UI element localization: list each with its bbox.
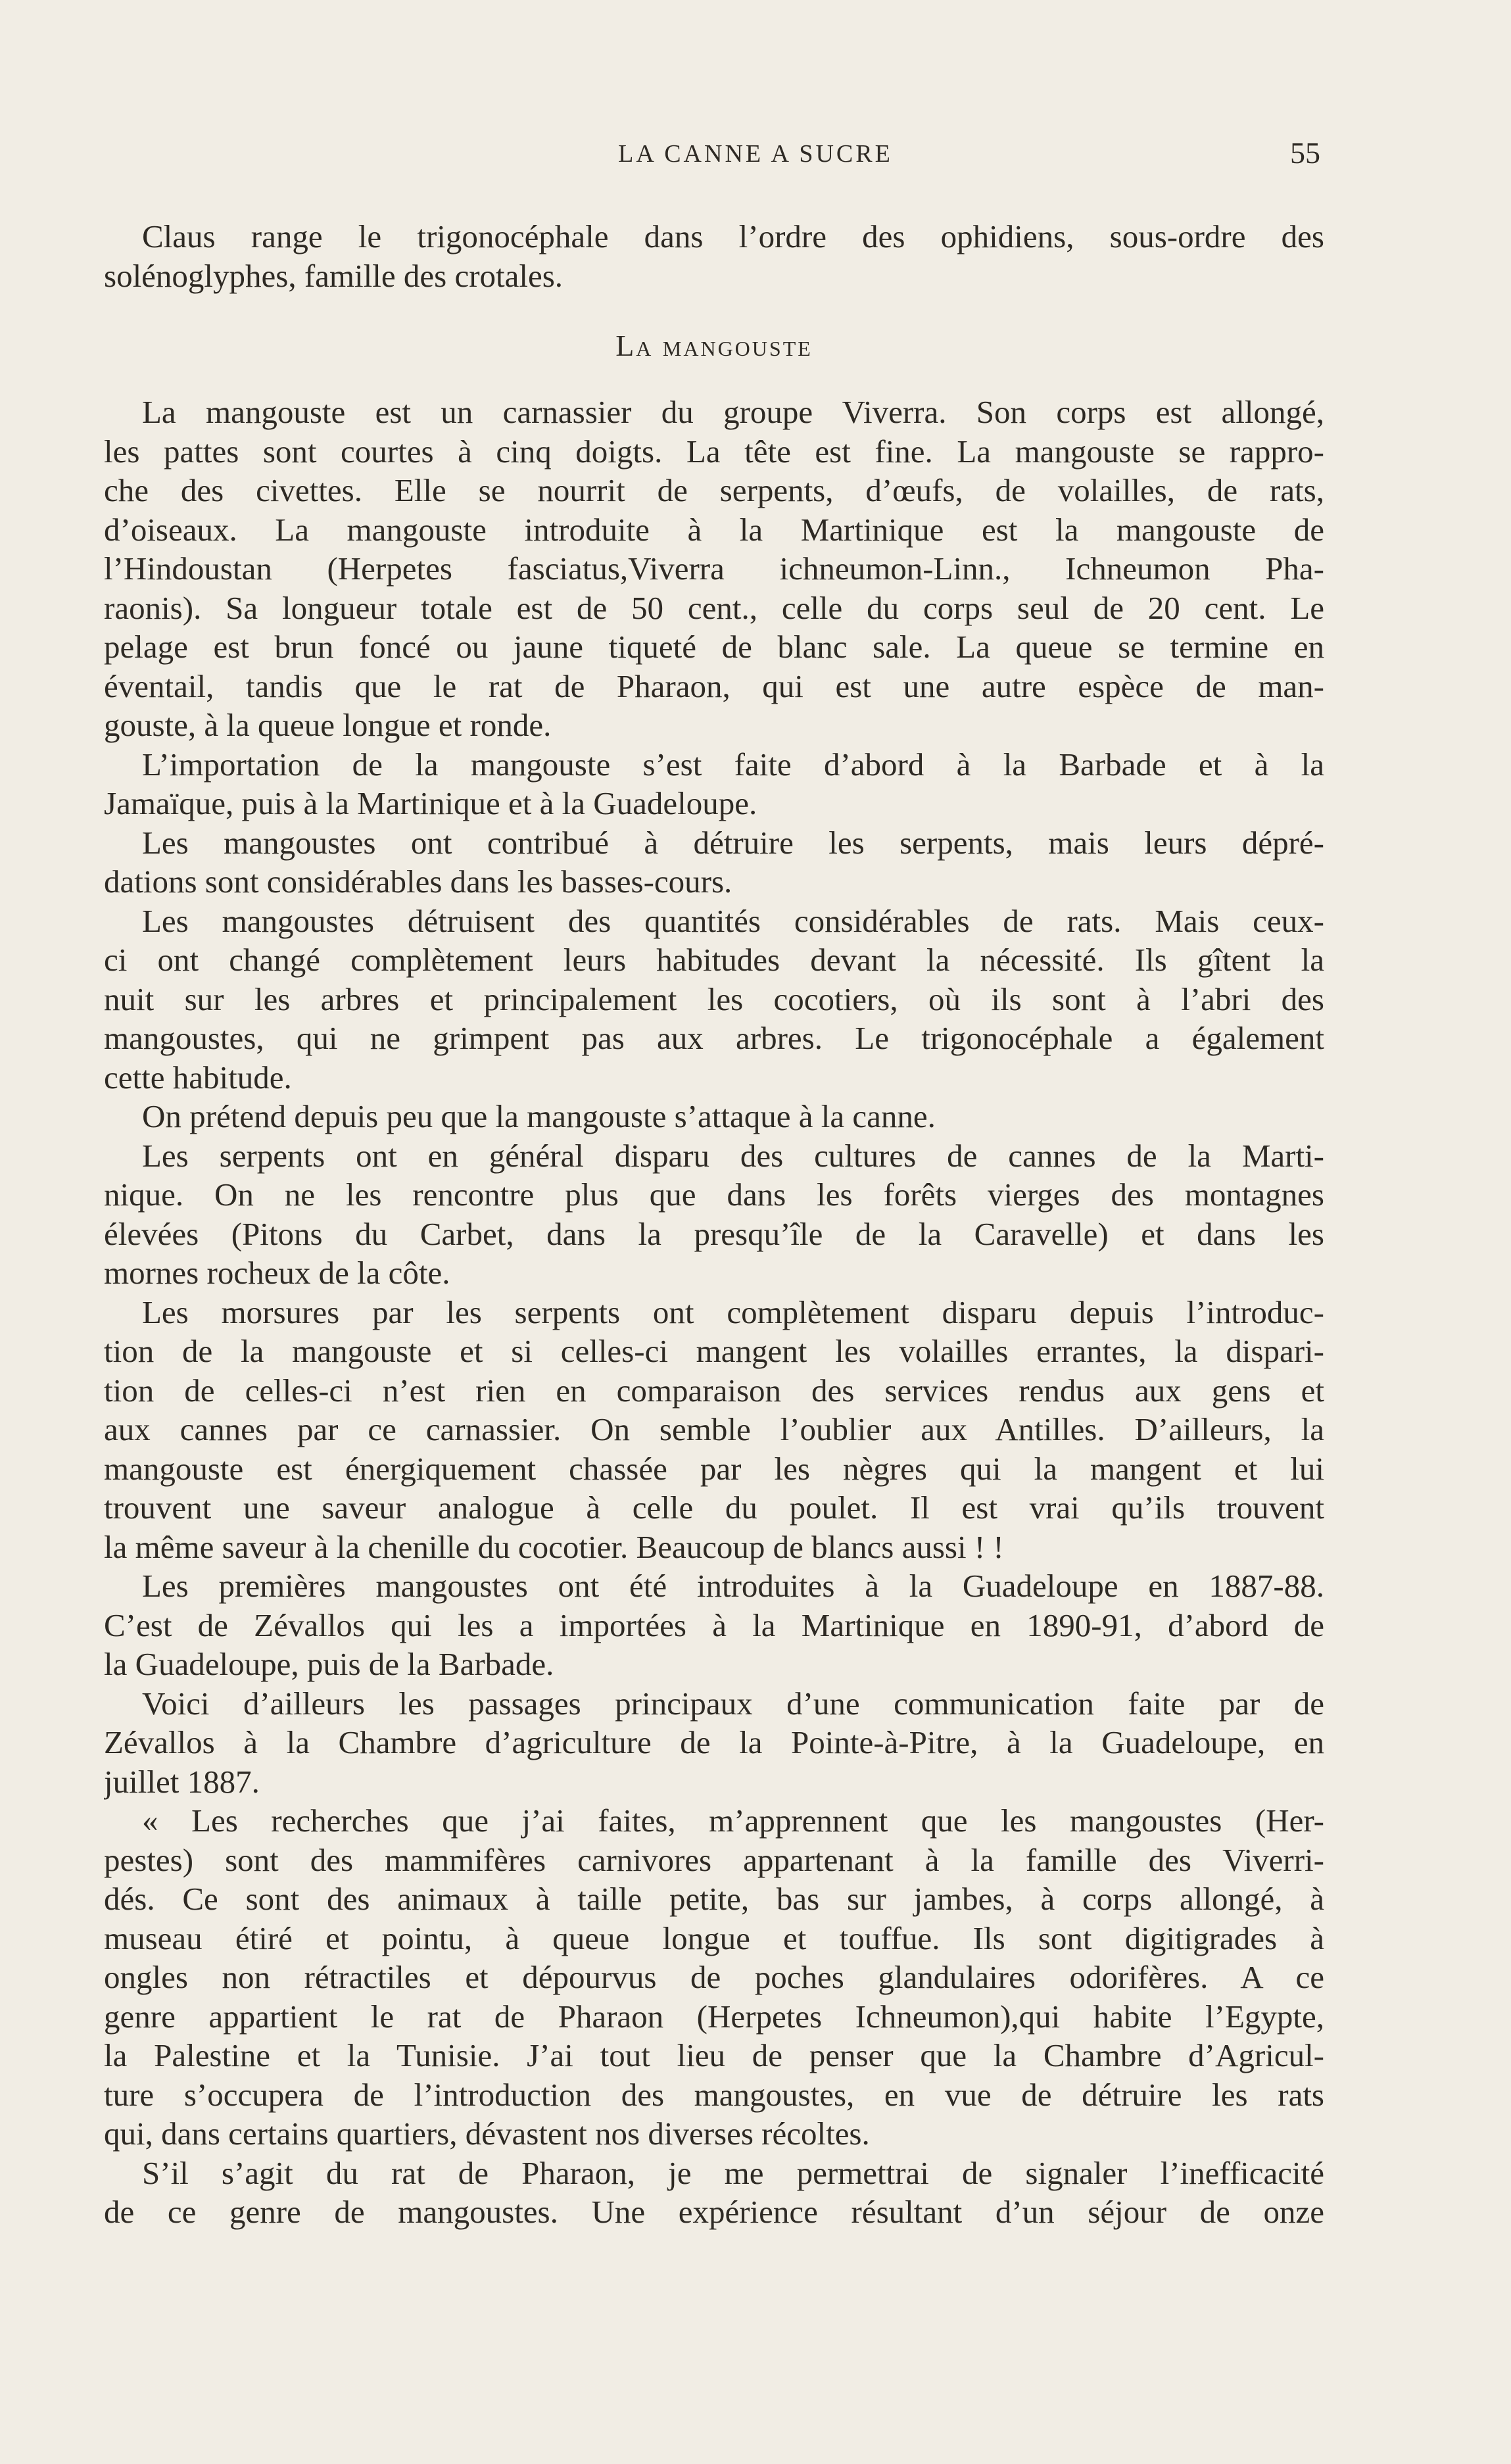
body-text bbox=[104, 217, 1324, 2232]
text-line: éventail, tandis que le rat de Pharaon, qui est une autre espèce de man- bbox=[104, 667, 1324, 704]
text-line: genre appartient le rat de Pharaon (Herpetes Ichneumon),qui habite l’Egypte, bbox=[104, 1998, 1324, 2035]
text-line: Jamaïque, puis à la Martinique et à la Guadeloupe. bbox=[104, 785, 757, 821]
text-line: de ce genre de mangoustes. Une expérience résultant d’un séjour de onze bbox=[104, 2194, 1324, 2230]
section-title: La mangouste bbox=[615, 329, 813, 362]
text-line: les pattes sont courtes à cinq doigts. La tête est fine. La mangouste se rappro- bbox=[104, 433, 1324, 470]
text-line: Zévallos à la Chambre d’agriculture de la Pointe-à-Pitre, à la Guadeloupe, en bbox=[104, 1724, 1324, 1760]
text-line: S’il s’agit du rat de Pharaon, je me permettrai de signaler l’inefficacité bbox=[142, 2154, 1324, 2191]
page-number: 55 bbox=[1290, 136, 1320, 170]
text-line: cette habitude. bbox=[104, 1059, 292, 1096]
text-line: aux cannes par ce carnassier. On semble l’oublier aux Antilles. D’ailleurs, la bbox=[104, 1411, 1324, 1447]
text-line: dés. Ce sont des animaux à taille petite, bas sur jambes, à corps allongé, à bbox=[104, 1881, 1324, 1917]
text-line: solénoglyphes, famille des crotales. bbox=[104, 257, 564, 294]
text-line: tion de la mangouste et si celles-ci mangent les volailles errantes, la dispari- bbox=[104, 1333, 1324, 1369]
text-line: la Guadeloupe, puis de la Barbade. bbox=[104, 1646, 554, 1682]
text-line: C’est de Zévallos qui les a importées à la Martinique en 1890-91, d’abord de bbox=[104, 1606, 1324, 1643]
text-line: che des civettes. Elle se nourrit de serpents, d’œufs, de volailles, de rats, bbox=[104, 472, 1324, 508]
text-line: dations sont considérables dans les basses-cours. bbox=[104, 863, 732, 900]
text-line: d’oiseaux. La mangouste introduite à la Martinique est la mangouste de bbox=[104, 511, 1324, 548]
text-line: ture s’occupera de l’introduction des mangoustes, en vue de détruire les rats bbox=[104, 2076, 1324, 2113]
text-line: mornes rocheux de la côte. bbox=[104, 1255, 450, 1291]
text-line: la même saveur à la chenille du cocotier. Beaucoup de blancs aussi ! ! bbox=[104, 1528, 1004, 1565]
text-line: Voici d’ailleurs les passages principaux d’une communication faite par de bbox=[142, 1685, 1324, 1722]
text-line: « Les recherches que j’ai faites, m’apprennent que les mangoustes (Her- bbox=[142, 1802, 1324, 1839]
text-line: qui, dans certains quartiers, dévastent nos diverses récoltes. bbox=[104, 2115, 870, 2152]
text-line: Les morsures par les serpents ont complètement disparu depuis l’introduc- bbox=[142, 1293, 1324, 1330]
text-line: trouvent une saveur analogue à celle du poulet. Il est vrai qu’ils trouvent bbox=[104, 1489, 1324, 1526]
text-line: gouste, à la queue longue et ronde. bbox=[104, 707, 552, 743]
text-line: On prétend depuis peu que la mangouste s’attaque à la canne. bbox=[142, 1098, 936, 1134]
text-line: l’Hindoustan (Herpetes fasciatus,Viverra ichneumon-Linn., Ichneumon Pha- bbox=[104, 550, 1324, 587]
text-line: Les mangoustes ont contribué à détruire les serpents, mais leurs dépré- bbox=[142, 824, 1324, 861]
text-line: Les serpents ont en général disparu des cultures de cannes de la Marti- bbox=[142, 1137, 1324, 1174]
text-line: Les mangoustes détruisent des quantités considérables de rats. Mais ceux- bbox=[142, 902, 1324, 939]
text-line: tion de celles-ci n’est rien en comparaison des services rendus aux gens et bbox=[104, 1372, 1324, 1409]
text-line: juillet 1887. bbox=[104, 1763, 260, 1800]
text-line: Claus range le trigonocéphale dans l’ordre des ophidiens, sous-ordre des bbox=[142, 218, 1324, 254]
text-line: raonis). Sa longueur totale est de 50 cent., celle du corps seul de 20 cent. Le bbox=[104, 589, 1324, 626]
text-line: ongles non rétractiles et dépourvus de poches glandulaires odorifères. A ce bbox=[104, 1959, 1324, 1995]
text-line: pelage est brun foncé ou jaune tiqueté de blanc sale. La queue se termine en bbox=[104, 629, 1324, 665]
text-line: La mangouste est un carnassier du groupe Viverra. Son corps est allongé, bbox=[142, 394, 1324, 430]
running-head: LA CANNE A SUCRE bbox=[618, 140, 893, 168]
text-line: la Palestine et la Tunisie. J’ai tout lieu de penser que la Chambre d’Agricul- bbox=[104, 2037, 1324, 2073]
text-line: Les premières mangoustes ont été introduites à la Guadeloupe en 1887-88. bbox=[142, 1568, 1324, 1604]
text-line: ci ont changé complètement leurs habitudes devant la nécessité. Ils gîtent la bbox=[104, 942, 1324, 978]
text-line: nique. On ne les rencontre plus que dans les forêts vierges des montagnes bbox=[104, 1176, 1324, 1213]
text-line: pestes) sont des mammifères carnivores appartenant à la famille des Viverri- bbox=[104, 1841, 1324, 1878]
text-line: L’importation de la mangouste s’est faite d’abord à la Barbade et à la bbox=[142, 746, 1324, 783]
text-line: mangouste est énergiquement chassée par les nègres qui la mangent et lui bbox=[104, 1450, 1324, 1487]
text-line: nuit sur les arbres et principalement les cocotiers, où ils sont à l’abri des bbox=[104, 980, 1324, 1017]
text-line: mangoustes, qui ne grimpent pas aux arbres. Le trigonocéphale a également bbox=[104, 1020, 1324, 1056]
text-line: museau étiré et pointu, à queue longue et touffue. Ils sont digitigrades à bbox=[104, 1920, 1324, 1956]
text-line: élevées (Pitons du Carbet, dans la presqu’île de la Caravelle) et dans les bbox=[104, 1215, 1324, 1252]
